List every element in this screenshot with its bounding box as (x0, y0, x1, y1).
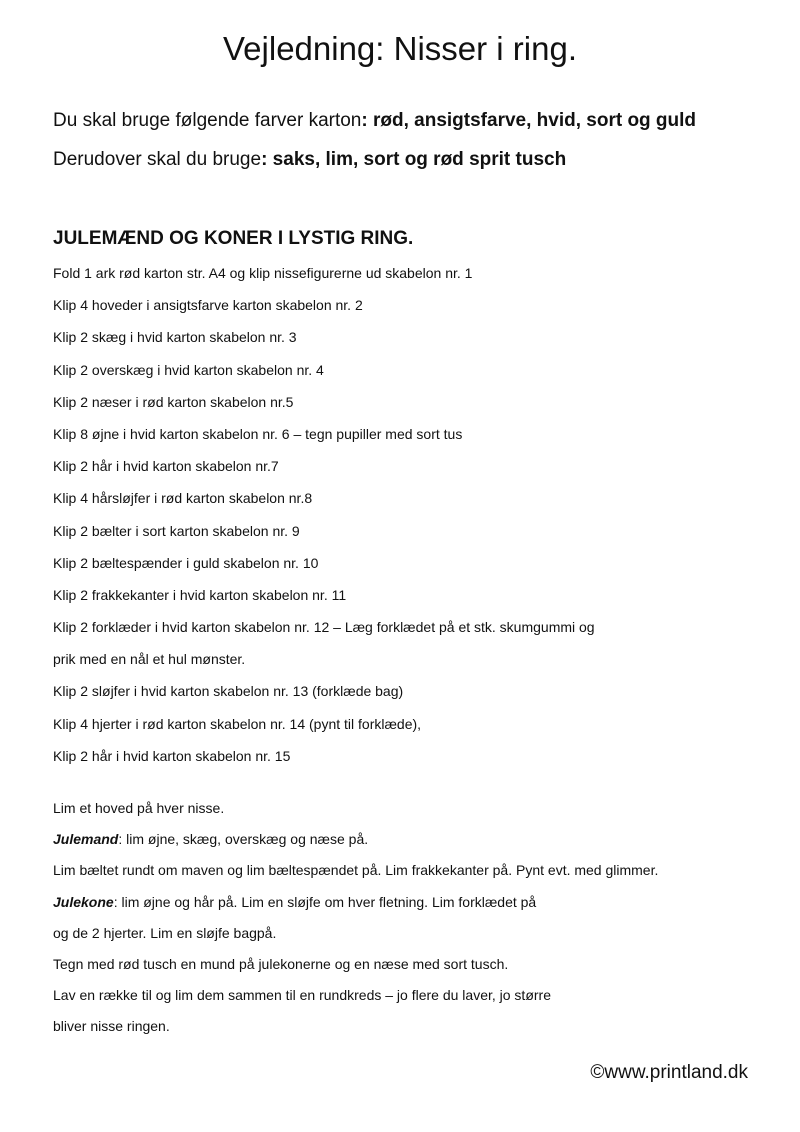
cut-step: Klip 2 frakkekanter i hvid karton skabelon nr. 11 (53, 586, 347, 603)
materials-colors-list: : rød, ansigtsfarve, hvid, sort og guld (361, 110, 697, 131)
materials-tools-prefix: Derudover skal du bruge (53, 149, 262, 170)
assembly-step: Tegn med rød tusch en mund på julekonerne og en næse med sort tusch. (53, 955, 509, 972)
cut-step: Klip 8 øjne i hvid karton skabelon nr. 6 – tegn pupiller med sort tus (53, 425, 463, 442)
cut-step: Fold 1 ark rød karton str. A4 og klip nissefigurerne ud skabelon nr. 1 (53, 265, 473, 281)
copyright-footer: ©www.printland.dk (590, 1062, 748, 1083)
page-title: Vejledning: Nisser i ring. (222, 30, 577, 67)
cut-step: Klip 2 forklæder i hvid karton skabelon nr. 12 – Læg forklædet på et stk. skumgummi og (53, 619, 595, 636)
assembly-step: Lim et hoved på hver nisse. (53, 800, 225, 816)
assembly-step: og de 2 hjerter. Lim en sløjfe bagpå. (53, 924, 277, 941)
cut-step: Klip 2 hår i hvid karton skabelon nr.7 (53, 458, 279, 475)
assembly-step: Lav en række til og lim dem sammen til en rundkreds – jo flere du laver, jo større (53, 987, 551, 1004)
assembly-step: bliver nisse ringen. (53, 1018, 170, 1035)
cut-step: Klip 2 sløjfer i hvid karton skabelon nr. 13 (forklæde bag) (53, 683, 404, 700)
cut-step: Klip 2 overskæg i hvid karton skabelon nr. 4 (53, 361, 324, 378)
cut-step: Klip 4 hjerter i rød karton skabelon nr. 14 (pynt til forklæde), (53, 715, 422, 732)
cut-step: Klip 4 hoveder i ansigtsfarve karton skabelon nr. 2 (53, 297, 363, 314)
julemand-label: Julemand (53, 831, 119, 848)
assembly-step: Julekone: lim øjne og hår på. Lim en sløjfe om hver fletning. Lim forklædet på (53, 893, 537, 910)
materials-tools-line (53, 149, 566, 171)
cut-step: Klip 2 skæg i hvid karton skabelon nr. 3 (53, 329, 297, 346)
assembly-step: Julemand: lim øjne, skæg, overskæg og næse på. (53, 831, 369, 848)
cut-steps-list (53, 262, 753, 777)
cut-step: Klip 4 hårsløjfer i rød karton skabelon nr.8 (53, 490, 313, 507)
cut-step: prik med en nål et hul mønster. (53, 651, 246, 668)
materials-colors-prefix: Du skal bruge følgende farver karton (53, 110, 362, 131)
materials-colors-line (53, 110, 696, 132)
cut-step: Klip 2 hår i hvid karton skabelon nr. 15 (53, 747, 291, 764)
julekone-label: Julekone (53, 893, 114, 910)
cut-step: Klip 2 næser i rød karton skabelon nr.5 (53, 393, 294, 410)
assembly-steps-list (53, 797, 753, 1047)
cut-step: Klip 2 bæltespænder i guld skabelon nr. 10 (53, 554, 319, 571)
section-heading: JULEMÆND OG KONER I LYSTIG RING. (53, 228, 414, 249)
materials-tools-list: : saks, lim, sort og rød sprit tusch (261, 149, 567, 170)
cut-step: Klip 2 bælter i sort karton skabelon nr. 9 (53, 522, 300, 539)
assembly-step: Lim bæltet rundt om maven og lim bæltespændet på. Lim frakkekanter på. Pynt evt. med glimmer. (53, 862, 659, 879)
